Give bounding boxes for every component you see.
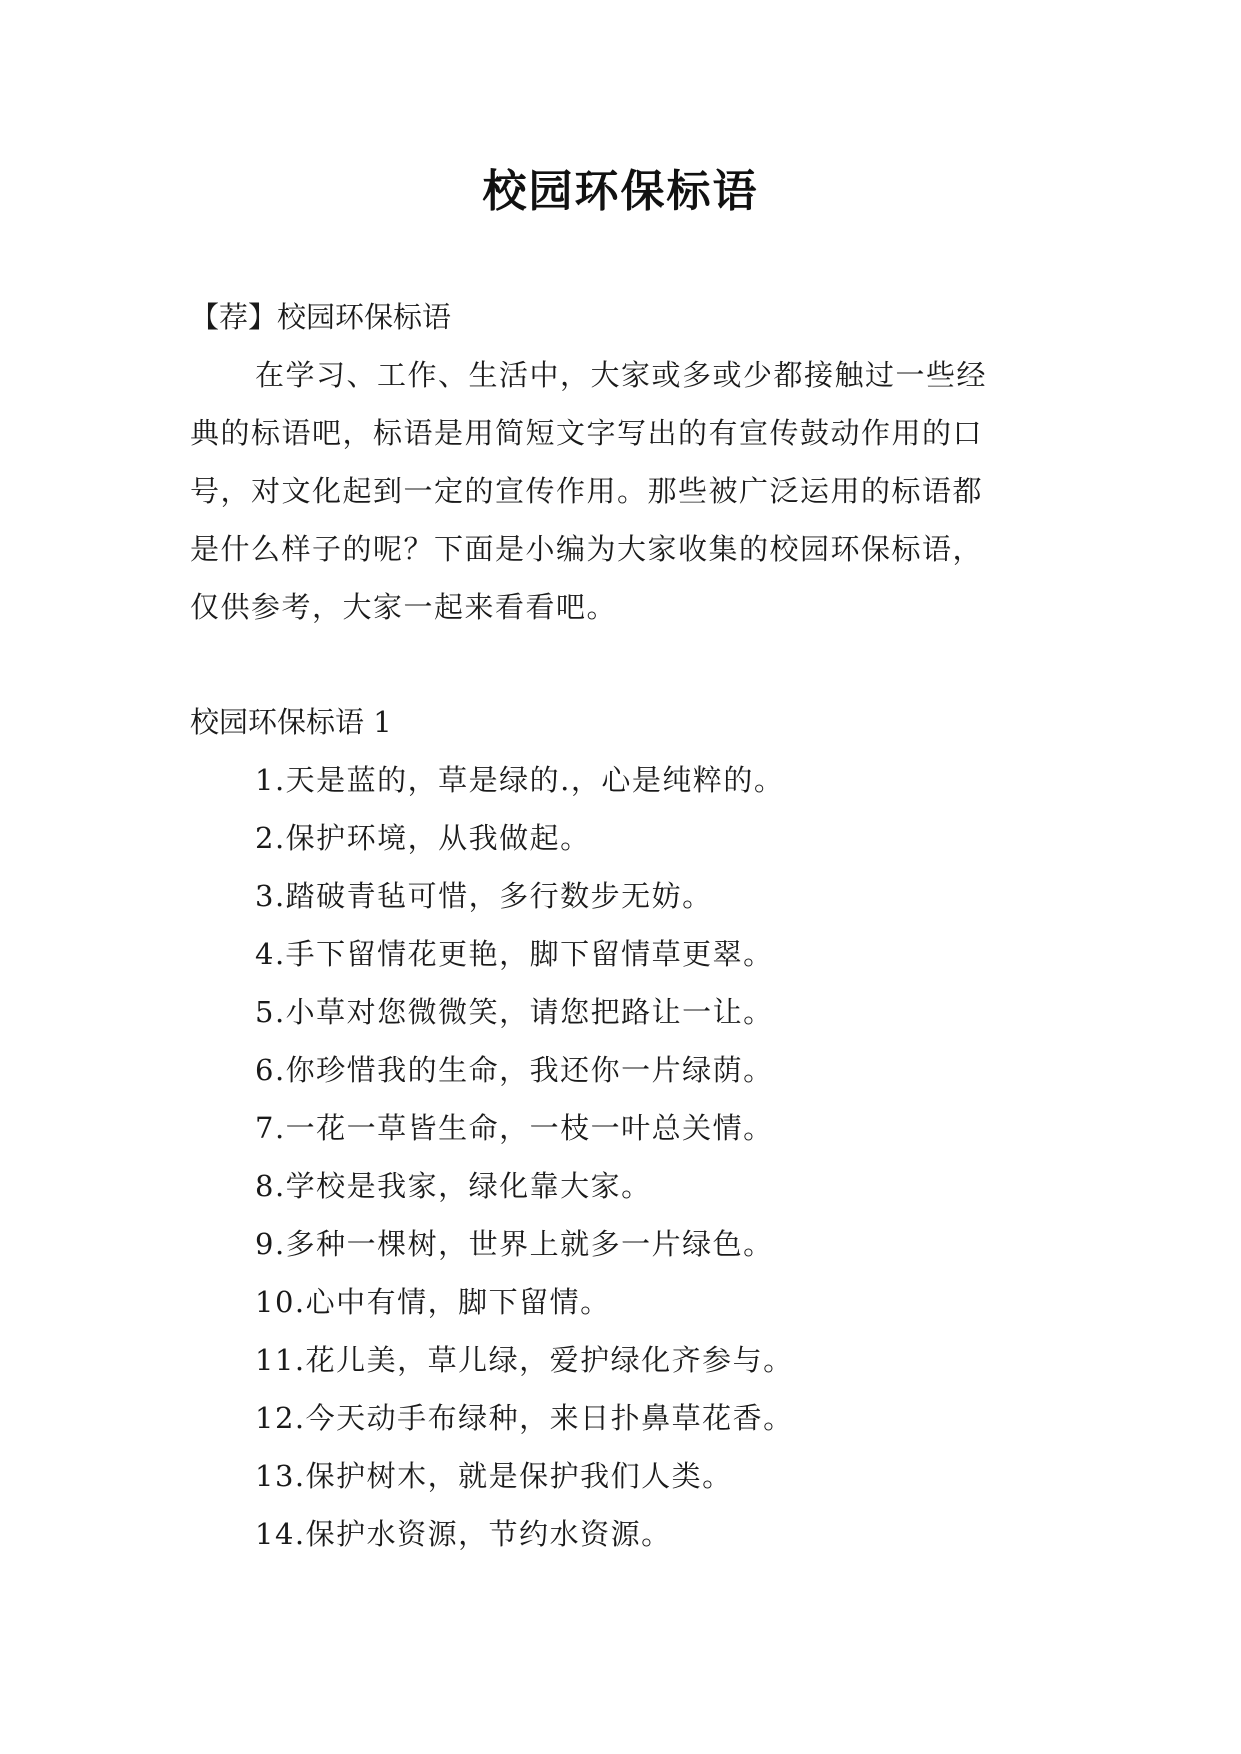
- list-item: 13.保护树木，就是保护我们人类。: [255, 1459, 733, 1493]
- document-title: 校园环保标语: [482, 166, 759, 217]
- intro-line: 号，对文化起到一定的宣传作用。那些被广泛运用的标语都: [190, 474, 984, 508]
- list-item: 8.学校是我家，绿化靠大家。: [255, 1169, 652, 1203]
- intro-line: 在学习、工作、生活中，大家或多或少都接触过一些经: [255, 358, 988, 392]
- list-item: 9.多种一棵树，世界上就多一片绿色。: [255, 1227, 774, 1261]
- intro-line: 是什么样子的呢？下面是小编为大家收集的校园环保标语，: [190, 532, 984, 566]
- list-item: 6.你珍惜我的生命，我还你一片绿荫。: [255, 1053, 774, 1087]
- list-item: 12.今天动手布绿种，来日扑鼻草花香。: [255, 1401, 794, 1435]
- intro-line: 仅供参考，大家一起来看看吧。: [190, 590, 618, 624]
- recommend-heading: 【荐】校园环保标语: [190, 300, 452, 334]
- list-item: 2.保护环境，从我做起。: [255, 821, 591, 855]
- list-item: 7.一花一草皆生命，一枝一叶总关情。: [255, 1111, 774, 1145]
- section-heading: 校园环保标语 1: [190, 705, 392, 739]
- list-item: 10.心中有情，脚下留情。: [255, 1285, 611, 1319]
- list-item: 14.保护水资源，节约水资源。: [255, 1517, 672, 1551]
- list-item: 5.小草对您微微笑，请您把路让一让。: [255, 995, 774, 1029]
- list-item: 4.手下留情花更艳，脚下留情草更翠。: [255, 937, 774, 971]
- intro-line: 典的标语吧，标语是用简短文字写出的有宣传鼓动作用的口: [190, 416, 984, 450]
- list-item: 1.天是蓝的，草是绿的.，心是纯粹的。: [255, 763, 785, 797]
- list-item: 11.花儿美，草儿绿，爱护绿化齐参与。: [255, 1343, 794, 1377]
- list-item: 3.踏破青毡可惜，多行数步无妨。: [255, 879, 713, 913]
